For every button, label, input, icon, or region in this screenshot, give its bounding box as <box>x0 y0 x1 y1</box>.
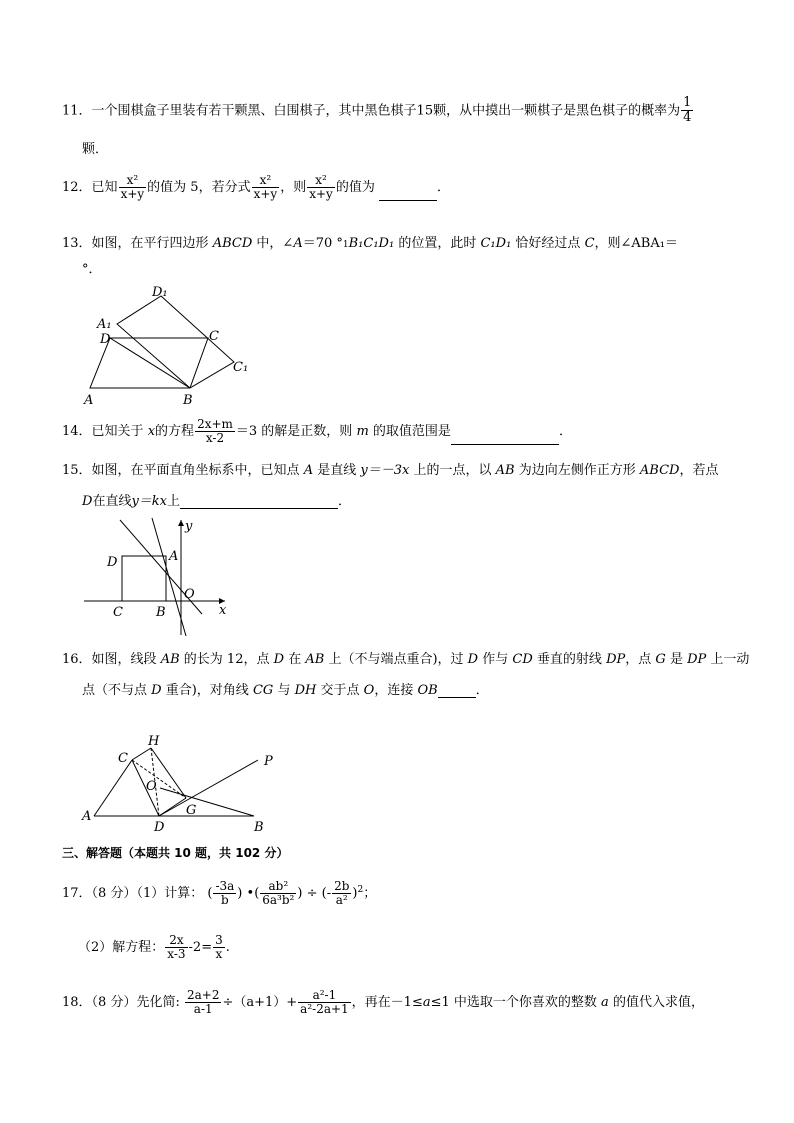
fraction-denominator: x+y <box>309 187 333 202</box>
question-text: 上的一点，以 <box>413 463 492 478</box>
figure-q15-coordinate <box>80 512 240 640</box>
figure-q16-segment <box>78 730 278 836</box>
answer-blank[interactable] <box>379 188 437 201</box>
question-text: 如图，在平行四边形 <box>91 236 209 251</box>
question-text: 中，∠ <box>256 236 294 251</box>
math-var: a <box>601 995 609 1011</box>
question-number: 16． <box>62 652 92 667</box>
paren: ) <box>297 886 303 902</box>
fraction-denominator: x+y <box>120 187 145 202</box>
question-text: 垂直的射线 <box>536 652 602 667</box>
fraction-denominator: 6a³b² <box>262 893 295 908</box>
math-var: C <box>584 236 595 251</box>
math-expression: y＝kx <box>131 494 168 509</box>
answer-blank[interactable] <box>438 685 476 698</box>
question-text: ，再在－1≤ <box>351 995 423 1011</box>
question-text: 如图，在平面直角坐标系中，已知点 <box>91 463 300 478</box>
label-a: A <box>82 809 92 824</box>
fraction-numerator: 3 <box>215 933 223 947</box>
math-expression: y＝－3x <box>360 463 410 478</box>
math-var: ABCD <box>639 463 680 478</box>
question-number: 11． <box>62 103 92 119</box>
question-number: 18． <box>62 995 92 1011</box>
math-var: DH <box>294 683 317 698</box>
question-text: （8 分）（1）计算： <box>91 886 204 902</box>
punctuation: ． <box>338 494 352 509</box>
question-text: 点（不与点 <box>82 683 148 698</box>
punctuation: ． <box>558 424 572 440</box>
paren: ( <box>254 886 260 902</box>
math-var: C₁D₁ <box>480 236 512 251</box>
question-text: 恰好经过点 <box>515 236 581 251</box>
ray-dp <box>159 760 258 816</box>
section-heading: 三、解答题（本题共 10 题，共 102 分） <box>62 846 289 860</box>
square-abcd <box>122 556 166 601</box>
punctuation: ． <box>475 683 489 698</box>
math-var: a <box>422 995 431 1011</box>
question-15-line2 <box>82 490 351 509</box>
question-number: 14． <box>62 424 92 440</box>
diagonal-db <box>110 338 190 388</box>
fraction <box>213 934 225 961</box>
question-13-line2: °． <box>82 262 102 277</box>
fraction-numerator: 2x+m <box>197 417 233 431</box>
math-var: DP <box>606 652 626 667</box>
question-text: 与 <box>277 683 291 698</box>
question-number: 17． <box>62 886 92 902</box>
fraction <box>185 989 221 1016</box>
question-text: 上一动 <box>710 652 750 667</box>
label-c: C <box>118 751 128 766</box>
segment-ob <box>160 788 254 816</box>
label-a: A <box>169 549 179 564</box>
question-text: ，连接 <box>374 683 414 698</box>
label-b: B <box>156 605 166 620</box>
question-11 <box>62 96 694 126</box>
answer-blank[interactable] <box>451 432 559 445</box>
question-17-part1 <box>62 880 376 907</box>
label-y: y <box>185 519 193 534</box>
math-var: DP <box>687 652 707 667</box>
question-text: 已知 <box>91 180 118 196</box>
fraction-numerator: a²-1 <box>298 989 351 1003</box>
punctuation: ． <box>436 180 450 196</box>
math-var: D <box>151 683 162 698</box>
segment-ch <box>132 748 151 760</box>
question-text: ，则 <box>280 180 307 196</box>
question-text: 的值为 <box>335 180 375 196</box>
question-text: （8 分）先化简: <box>91 995 180 1011</box>
question-number: 13． <box>62 236 92 251</box>
fraction-denominator: 4 <box>683 110 692 126</box>
question-14 <box>62 418 572 445</box>
fraction-numerator: x² <box>307 174 335 188</box>
question-text: 的方程 <box>155 424 195 440</box>
question-text: 作与 <box>482 652 509 667</box>
fraction <box>195 418 235 445</box>
question-17-part2 <box>78 934 230 961</box>
fraction-denominator: x-3 <box>167 947 186 962</box>
math-var: B₁C₁D₁ <box>348 236 395 251</box>
fraction-denominator: x-2 <box>205 431 225 446</box>
paren: (- <box>321 886 332 902</box>
fraction <box>260 880 296 907</box>
fraction-numerator: ab² <box>260 880 296 894</box>
label-d: D <box>100 332 111 347</box>
math-var: AB <box>160 652 180 667</box>
question-text: 在 <box>288 652 302 667</box>
fraction <box>298 989 351 1016</box>
question-12 <box>62 174 450 201</box>
label-c1: C₁ <box>233 360 249 375</box>
subscript: 1 <box>342 240 349 250</box>
fraction-numerator: 2x <box>165 934 187 948</box>
question-text: 已知关于 <box>91 424 144 440</box>
question-text: 上 <box>167 494 181 509</box>
question-text: 一个围棋盒子里装有若干颗黑、白围棋子，其中黑色棋子15颗，从中摸出一颗棋子是黑色棋子的概率为 <box>91 103 681 119</box>
diagonal-cg <box>132 760 186 798</box>
math-var: m <box>356 424 369 440</box>
question-text: 的值代入求值， <box>612 995 704 1011</box>
segment-ac <box>94 760 132 816</box>
paren: ) <box>237 886 243 902</box>
exponent: 2 <box>357 884 364 895</box>
question-text: ，则∠ABA₁＝ <box>594 236 678 251</box>
math-var: AB <box>305 652 325 667</box>
label-b: B <box>254 820 264 835</box>
fraction-denominator: x+y <box>253 187 278 202</box>
fraction <box>252 174 280 201</box>
paren: ) <box>352 886 358 902</box>
answer-blank[interactable] <box>180 496 338 509</box>
fraction-denominator: a-1 <box>193 1002 213 1017</box>
fraction-denominator: a² <box>335 893 348 908</box>
math-var: ABCD <box>212 236 253 251</box>
math-var: D <box>82 494 93 509</box>
question-13 <box>62 232 678 251</box>
math-expression: ÷（a+1）+ <box>222 995 298 1011</box>
fraction-denominator: b <box>221 893 229 908</box>
figure-q13-parallelogram <box>80 282 260 408</box>
label-o: O <box>146 779 157 794</box>
question-text: 上（不与端点重合)，过 <box>328 652 464 667</box>
operator: ÷ <box>306 886 318 902</box>
question-text: 交于点 <box>320 683 360 698</box>
math-expression: -2= <box>188 940 213 956</box>
question-text: ，点 <box>625 652 652 667</box>
math-var: A <box>303 463 314 478</box>
math-var: x <box>147 424 156 440</box>
label-o: O <box>184 587 195 602</box>
math-var: D <box>273 652 285 667</box>
question-text: 为边向左侧作正方形 <box>518 463 636 478</box>
math-var: A <box>293 236 303 251</box>
question-18 <box>62 989 704 1016</box>
math-var: CD <box>512 652 533 667</box>
fraction-numerator: x² <box>252 174 280 188</box>
question-16 <box>62 648 749 667</box>
punctuation: . <box>225 940 230 956</box>
question-number: 12． <box>62 180 92 196</box>
question-number: 15． <box>62 463 92 478</box>
operator: • <box>246 886 255 902</box>
fraction-numerator: 2b <box>334 879 350 893</box>
label-d1: D₁ <box>152 285 168 300</box>
question-text: 在直线 <box>92 494 132 509</box>
math-var: AB <box>495 463 515 478</box>
fraction <box>681 96 693 126</box>
question-text: 是直线 <box>317 463 357 478</box>
fraction-numerator: -3a <box>215 879 235 893</box>
label-p: P <box>264 754 273 769</box>
question-text: ＝3 的解是正数，则 <box>235 424 353 440</box>
label-d: D <box>154 820 165 835</box>
question-16-line2 <box>82 679 489 698</box>
question-15 <box>62 459 718 478</box>
fraction-denominator: x <box>215 947 223 962</box>
math-var: D <box>467 652 479 667</box>
question-text: ，若点 <box>679 463 719 478</box>
fraction <box>213 880 236 907</box>
fraction <box>119 174 147 201</box>
question-text: 的长为 12，点 <box>183 652 270 667</box>
label-c: C <box>113 605 123 620</box>
fraction <box>332 880 351 907</box>
question-text: ≤1 中选取一个你喜欢的整数 <box>430 995 597 1011</box>
label-b: B <box>183 393 193 408</box>
question-11-line2: 颗． <box>82 142 109 157</box>
question-text: 的值为 5，若分式 <box>147 180 251 196</box>
math-var: G <box>655 652 666 667</box>
label-x: x <box>219 603 227 618</box>
punctuation: ； <box>363 886 377 902</box>
math-var: OB <box>417 683 438 698</box>
fraction <box>165 934 187 961</box>
question-text: 的位置，此时 <box>398 236 477 251</box>
fraction-numerator: x² <box>119 174 147 188</box>
question-text: ＝70 ° <box>302 236 343 251</box>
question-text: 是 <box>669 652 683 667</box>
fraction-numerator: 2a+2 <box>186 988 220 1002</box>
paren: ( <box>207 886 213 902</box>
label-h: H <box>148 734 160 749</box>
fraction <box>307 174 335 201</box>
math-var: CG <box>252 683 274 698</box>
label-a: A <box>84 393 94 408</box>
question-text: 重合)，对角线 <box>165 683 249 698</box>
question-text: 的取值范围是 <box>372 424 451 440</box>
label-a1: A₁ <box>97 317 112 332</box>
fraction-numerator: 1 <box>683 95 692 110</box>
label-g: G <box>186 803 197 818</box>
question-text: （2）解方程： <box>78 940 165 956</box>
math-var: O <box>363 683 375 698</box>
label-d: D <box>107 555 118 570</box>
question-text: 如图，线段 <box>91 652 157 667</box>
fraction-denominator: a²-2a+1 <box>300 1002 349 1017</box>
label-c: C <box>209 329 219 344</box>
